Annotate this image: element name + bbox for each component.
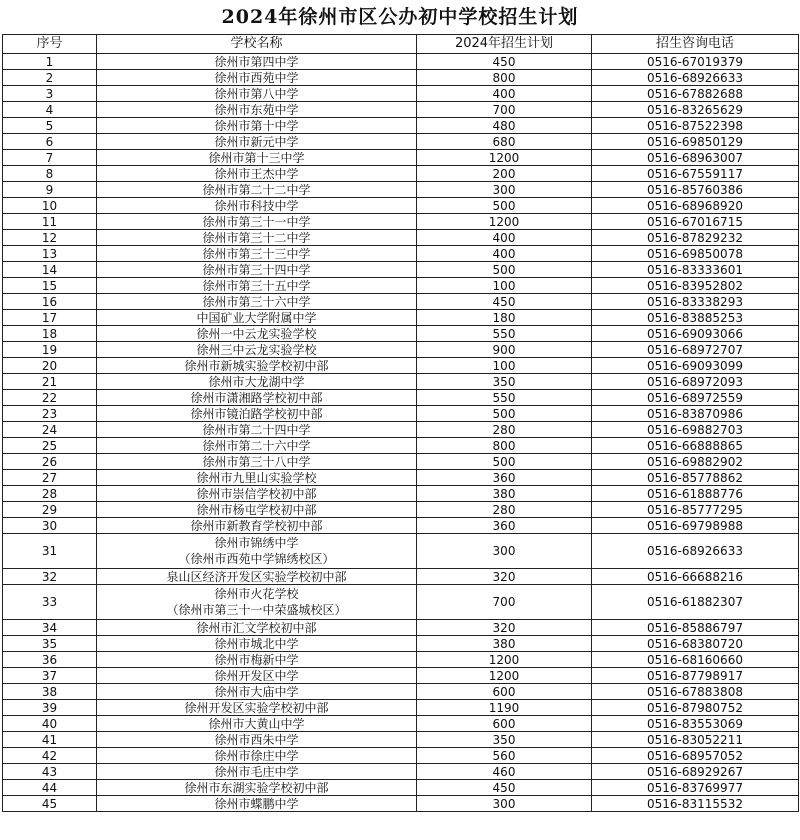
table-row [3,182,799,198]
row-phone: 0516-68926633 [592,70,799,86]
row-school-name: 徐州市王杰中学 [97,166,417,182]
row-school-name: 徐州市第十中学 [97,118,417,134]
row-index: 25 [3,438,97,454]
row-plan: 600 [417,684,592,700]
table-row [3,198,799,214]
row-phone: 0516-83553069 [592,716,799,732]
row-phone: 0516-69850129 [592,134,799,150]
row-index: 6 [3,134,97,150]
row-plan: 320 [417,620,592,636]
row-phone: 0516-67016715 [592,214,799,230]
row-index: 13 [3,246,97,262]
row-plan: 300 [417,796,592,812]
row-index: 24 [3,422,97,438]
row-phone: 0516-68968920 [592,198,799,214]
row-plan: 800 [417,438,592,454]
table-row [3,214,799,230]
row-school-name: 徐州市第三十二中学 [97,230,417,246]
row-index: 20 [3,358,97,374]
row-school-name: 徐州市第四中学 [97,54,417,70]
row-index: 11 [3,214,97,230]
row-plan: 450 [417,54,592,70]
row-phone: 0516-68972093 [592,374,799,390]
table-row [3,502,799,518]
row-school-name: 徐州市第二十六中学 [97,438,417,454]
row-plan: 550 [417,326,592,342]
table-row [3,700,799,716]
row-plan: 1190 [417,700,592,716]
row-index: 39 [3,700,97,716]
row-plan: 360 [417,518,592,534]
row-school-name: 徐州市大龙湖中学 [97,374,417,390]
row-school-name: 徐州市第十三中学 [97,150,417,166]
row-phone: 0516-85778862 [592,470,799,486]
row-index: 5 [3,118,97,134]
row-plan: 400 [417,246,592,262]
row-plan: 1200 [417,214,592,230]
table-row [3,358,799,374]
row-index: 45 [3,796,97,812]
header-index: 序号 [3,35,97,54]
row-index: 14 [3,262,97,278]
row-index: 29 [3,502,97,518]
row-school-name: 中国矿业大学附属中学 [97,310,417,326]
row-plan: 550 [417,390,592,406]
row-school-name: 徐州市第二十二中学 [97,182,417,198]
row-phone: 0516-68972707 [592,342,799,358]
school-name-line: 徐州市火花学校 [214,587,299,601]
row-phone: 0516-87980752 [592,700,799,716]
row-index: 32 [3,569,97,585]
row-plan: 400 [417,86,592,102]
row-phone: 0516-69850078 [592,246,799,262]
row-phone: 0516-83265629 [592,102,799,118]
row-school-name: 徐州市新教育学校初中部 [97,518,417,534]
row-index: 42 [3,748,97,764]
row-phone: 0516-83769977 [592,780,799,796]
row-index: 10 [3,198,97,214]
row-phone: 0516-87829232 [592,230,799,246]
enrollment-plan-table [2,34,799,812]
row-phone: 0516-83885253 [592,310,799,326]
row-school-name: 徐州市东苑中学 [97,102,417,118]
row-phone: 0516-69093066 [592,326,799,342]
row-phone: 0516-67559117 [592,166,799,182]
row-index: 9 [3,182,97,198]
table-row [3,278,799,294]
row-phone: 0516-83052211 [592,732,799,748]
table-row [3,406,799,422]
row-school-name: 徐州市第八中学 [97,86,417,102]
row-plan: 380 [417,636,592,652]
row-plan: 280 [417,502,592,518]
row-plan: 300 [417,182,592,198]
row-phone: 0516-83338293 [592,294,799,310]
table-row [3,70,799,86]
row-plan: 180 [417,310,592,326]
table-row [3,310,799,326]
row-plan: 100 [417,278,592,294]
table-body [3,54,799,812]
row-school-name: 徐州市第三十八中学 [97,454,417,470]
row-plan: 300 [417,534,592,569]
table-row [3,796,799,812]
row-phone: 0516-69882703 [592,422,799,438]
row-school-name: 徐州市第三十五中学 [97,278,417,294]
header-plan: 2024年招生计划 [417,35,592,54]
table-row [3,764,799,780]
row-school-name [97,534,417,569]
row-plan: 700 [417,585,592,620]
row-index: 7 [3,150,97,166]
row-school-name: 徐州市大庙中学 [97,684,417,700]
row-school-name: 徐州市西苑中学 [97,70,417,86]
row-school-name: 徐州市第三十六中学 [97,294,417,310]
school-campus-line: （徐州市西苑中学锦绣校区） [178,552,335,566]
table-row [3,102,799,118]
row-index: 18 [3,326,97,342]
row-plan: 100 [417,358,592,374]
row-index: 1 [3,54,97,70]
header-phone: 招生咨询电话 [592,35,799,54]
row-school-name: 泉山区经济开发区实验学校初中部 [97,569,417,585]
table-row [3,454,799,470]
table-row [3,780,799,796]
row-school-name: 徐州市崇信学校初中部 [97,486,417,502]
row-index: 28 [3,486,97,502]
row-phone: 0516-83870986 [592,406,799,422]
row-index: 16 [3,294,97,310]
row-plan: 480 [417,118,592,134]
row-plan: 1200 [417,652,592,668]
row-phone: 0516-83333601 [592,262,799,278]
row-phone: 0516-68160660 [592,652,799,668]
table-row [3,374,799,390]
row-index: 41 [3,732,97,748]
row-phone: 0516-61888776 [592,486,799,502]
row-school-name: 徐州市杨屯学校初中部 [97,502,417,518]
row-phone: 0516-67883808 [592,684,799,700]
row-phone: 0516-69093099 [592,358,799,374]
table-row [3,470,799,486]
row-plan: 200 [417,166,592,182]
table-row [3,134,799,150]
table-row [3,342,799,358]
row-plan: 600 [417,716,592,732]
row-index: 38 [3,684,97,700]
row-plan: 350 [417,374,592,390]
row-school-name: 徐州三中云龙实验学校 [97,342,417,358]
table-row [3,390,799,406]
row-school-name: 徐州市第三十三中学 [97,246,417,262]
row-school-name: 徐州一中云龙实验学校 [97,326,417,342]
row-index: 19 [3,342,97,358]
row-index: 43 [3,764,97,780]
row-phone: 0516-66888865 [592,438,799,454]
row-plan: 700 [417,102,592,118]
row-plan: 900 [417,342,592,358]
row-phone: 0516-68929267 [592,764,799,780]
row-phone: 0516-68972559 [592,390,799,406]
row-index: 8 [3,166,97,182]
table-row [3,569,799,585]
row-index: 26 [3,454,97,470]
row-plan: 450 [417,294,592,310]
row-phone: 0516-67882688 [592,86,799,102]
row-plan: 680 [417,134,592,150]
table-row [3,732,799,748]
row-phone: 0516-85777295 [592,502,799,518]
row-index: 22 [3,390,97,406]
row-index: 17 [3,310,97,326]
table-row [3,54,799,70]
row-phone: 0516-85760386 [592,182,799,198]
row-index: 40 [3,716,97,732]
row-school-name: 徐州市第二十四中学 [97,422,417,438]
table-row [3,294,799,310]
table-row [3,486,799,502]
row-school-name: 徐州市新城实验学校初中部 [97,358,417,374]
row-plan: 320 [417,569,592,585]
school-campus-line: （徐州市第三十一中荣盛城校区） [166,603,347,617]
row-phone: 0516-83952802 [592,278,799,294]
row-index: 37 [3,668,97,684]
row-index: 21 [3,374,97,390]
row-index: 23 [3,406,97,422]
table-row [3,326,799,342]
row-school-name: 徐州市梅新中学 [97,652,417,668]
row-plan: 500 [417,198,592,214]
row-index: 33 [3,585,97,620]
row-index: 2 [3,70,97,86]
school-name-line: 徐州市锦绣中学 [214,536,299,550]
row-index: 31 [3,534,97,569]
row-index: 27 [3,470,97,486]
row-phone: 0516-68380720 [592,636,799,652]
table-row [3,118,799,134]
row-plan: 450 [417,780,592,796]
row-phone: 0516-69882902 [592,454,799,470]
row-plan: 460 [417,764,592,780]
row-plan: 500 [417,406,592,422]
row-school-name: 徐州市第三十一中学 [97,214,417,230]
row-index: 15 [3,278,97,294]
row-phone: 0516-85886797 [592,620,799,636]
table-row [3,636,799,652]
row-plan: 400 [417,230,592,246]
table-row [3,230,799,246]
row-plan: 1200 [417,668,592,684]
table-row [3,748,799,764]
table-row [3,262,799,278]
row-plan: 800 [417,70,592,86]
row-school-name: 徐州市徐庄中学 [97,748,417,764]
row-plan: 560 [417,748,592,764]
row-school-name: 徐州市蝶鹏中学 [97,796,417,812]
table-row [3,518,799,534]
row-index: 34 [3,620,97,636]
row-school-name: 徐州市新元中学 [97,134,417,150]
row-school-name: 徐州开发区实验学校初中部 [97,700,417,716]
row-index: 12 [3,230,97,246]
row-index: 35 [3,636,97,652]
table-row [3,652,799,668]
header-school-name: 学校名称 [97,35,417,54]
table-row [3,150,799,166]
row-index: 36 [3,652,97,668]
row-school-name: 徐州市镜泊路学校初中部 [97,406,417,422]
row-school-name [97,585,417,620]
row-phone: 0516-87798917 [592,668,799,684]
row-index: 30 [3,518,97,534]
row-index: 4 [3,102,97,118]
row-phone: 0516-68963007 [592,150,799,166]
row-school-name: 徐州市城北中学 [97,636,417,652]
row-plan: 350 [417,732,592,748]
row-phone: 0516-68957052 [592,748,799,764]
table-row [3,668,799,684]
table-row [3,86,799,102]
row-plan: 280 [417,422,592,438]
row-school-name: 徐州市东湖实验学校初中部 [97,780,417,796]
table-row [3,422,799,438]
row-school-name: 徐州市毛庄中学 [97,764,417,780]
row-phone: 0516-61882307 [592,585,799,620]
row-school-name: 徐州开发区中学 [97,668,417,684]
table-row [3,246,799,262]
row-school-name: 徐州市西朱中学 [97,732,417,748]
row-school-name: 徐州市潇湘路学校初中部 [97,390,417,406]
row-phone: 0516-69798988 [592,518,799,534]
row-phone: 0516-68926633 [592,534,799,569]
row-plan: 360 [417,470,592,486]
row-phone: 0516-67019379 [592,54,799,70]
row-phone: 0516-83115532 [592,796,799,812]
row-index: 3 [3,86,97,102]
table-row [3,534,799,569]
row-school-name: 徐州市九里山实验学校 [97,470,417,486]
row-school-name: 徐州市科技中学 [97,198,417,214]
page-title: 2024年徐州市区公办初中学校招生计划 [221,6,579,28]
row-plan: 500 [417,454,592,470]
table-row [3,716,799,732]
table-header-row [3,35,799,54]
row-plan: 380 [417,486,592,502]
row-index: 44 [3,780,97,796]
table-row [3,166,799,182]
table-row [3,684,799,700]
row-phone: 0516-66688216 [592,569,799,585]
row-plan: 500 [417,262,592,278]
row-school-name: 徐州市大黄山中学 [97,716,417,732]
table-row [3,585,799,620]
table-row [3,438,799,454]
row-phone: 0516-87522398 [592,118,799,134]
row-plan: 1200 [417,150,592,166]
row-school-name: 徐州市汇文学校初中部 [97,620,417,636]
row-school-name: 徐州市第三十四中学 [97,262,417,278]
table-row [3,620,799,636]
